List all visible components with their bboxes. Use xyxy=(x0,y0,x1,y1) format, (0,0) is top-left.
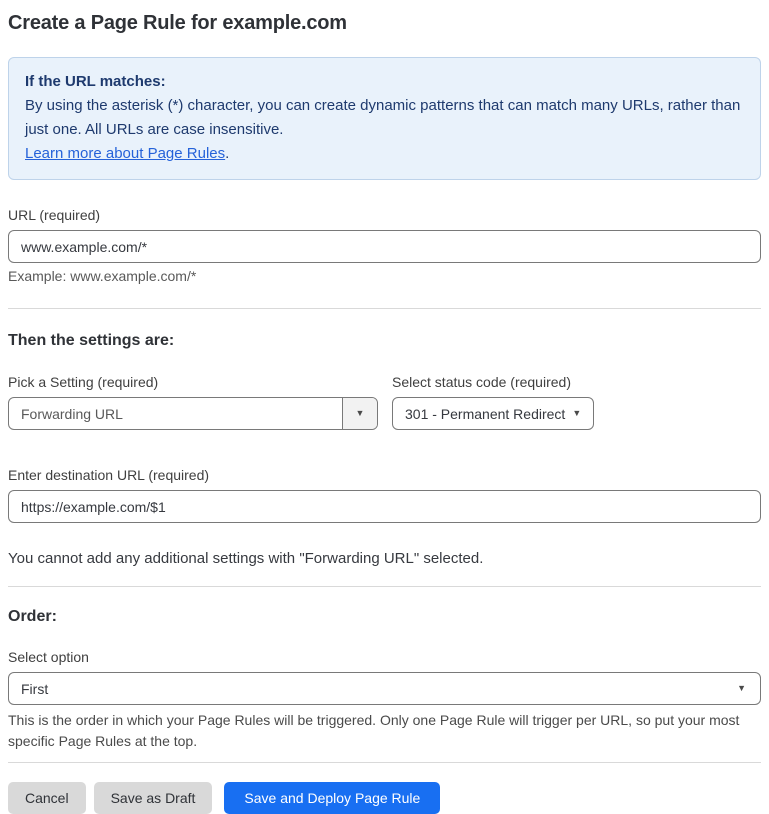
info-box-body: By using the asterisk (*) character, you can create dynamic patterns that can match many URLs, rather than just one. All URLs are case insensitive. xyxy=(25,97,741,138)
info-box-link-line xyxy=(25,142,744,166)
chevron-down-icon: ▼ xyxy=(355,408,365,418)
status-code-value: 301 - Permanent Redirect xyxy=(405,405,566,422)
status-code-label: Select status code (required) xyxy=(392,374,571,390)
setting-picker-value: Forwarding URL xyxy=(21,405,123,422)
setting-picker-column xyxy=(8,374,378,430)
page-title: Create a Page Rule for example.com xyxy=(8,12,347,34)
forwarding-url-note: You cannot add any additional settings with "Forwarding URL" selected. xyxy=(8,550,484,567)
url-field-label: URL (required) xyxy=(8,207,101,223)
save-and-deploy-button[interactable]: Save and Deploy Page Rule xyxy=(224,782,440,814)
divider xyxy=(8,586,761,587)
divider xyxy=(8,308,761,309)
settings-row xyxy=(8,374,761,430)
chevron-down-icon: ▼ xyxy=(737,683,746,693)
cancel-button[interactable]: Cancel xyxy=(8,782,86,814)
destination-url-input[interactable] xyxy=(8,490,761,523)
order-helper-text: This is the order in which your Page Rules will be triggered. Only one Page Rule will trigger per URL, so put your most specific Page Rules at the top. xyxy=(8,712,740,749)
url-example-helper: Example: www.example.com/* xyxy=(8,268,197,284)
page-rule-form xyxy=(0,13,769,814)
status-code-column xyxy=(392,374,594,430)
order-dropdown[interactable] xyxy=(8,672,761,705)
setting-picker-dropdown[interactable] xyxy=(8,397,378,430)
order-section-heading: Order: xyxy=(8,608,57,625)
chevron-down-icon: ▼ xyxy=(572,408,582,418)
link-suffix: . xyxy=(225,145,230,162)
learn-more-link[interactable]: Learn more about Page Rules xyxy=(25,145,226,162)
order-select-label: Select option xyxy=(8,649,89,665)
settings-section-heading: Then the settings are: xyxy=(8,332,175,349)
url-match-info-box xyxy=(8,57,761,180)
setting-picker-label: Pick a Setting (required) xyxy=(8,374,159,390)
divider xyxy=(8,762,761,763)
action-buttons xyxy=(8,782,761,814)
status-code-dropdown[interactable] xyxy=(392,397,594,430)
info-box-heading: If the URL matches: xyxy=(25,73,166,90)
order-value: First xyxy=(21,680,49,697)
url-input[interactable] xyxy=(8,230,761,263)
dropdown-arrow-box xyxy=(342,398,377,429)
save-as-draft-button[interactable]: Save as Draft xyxy=(94,782,213,814)
destination-url-label: Enter destination URL (required) xyxy=(8,467,210,483)
